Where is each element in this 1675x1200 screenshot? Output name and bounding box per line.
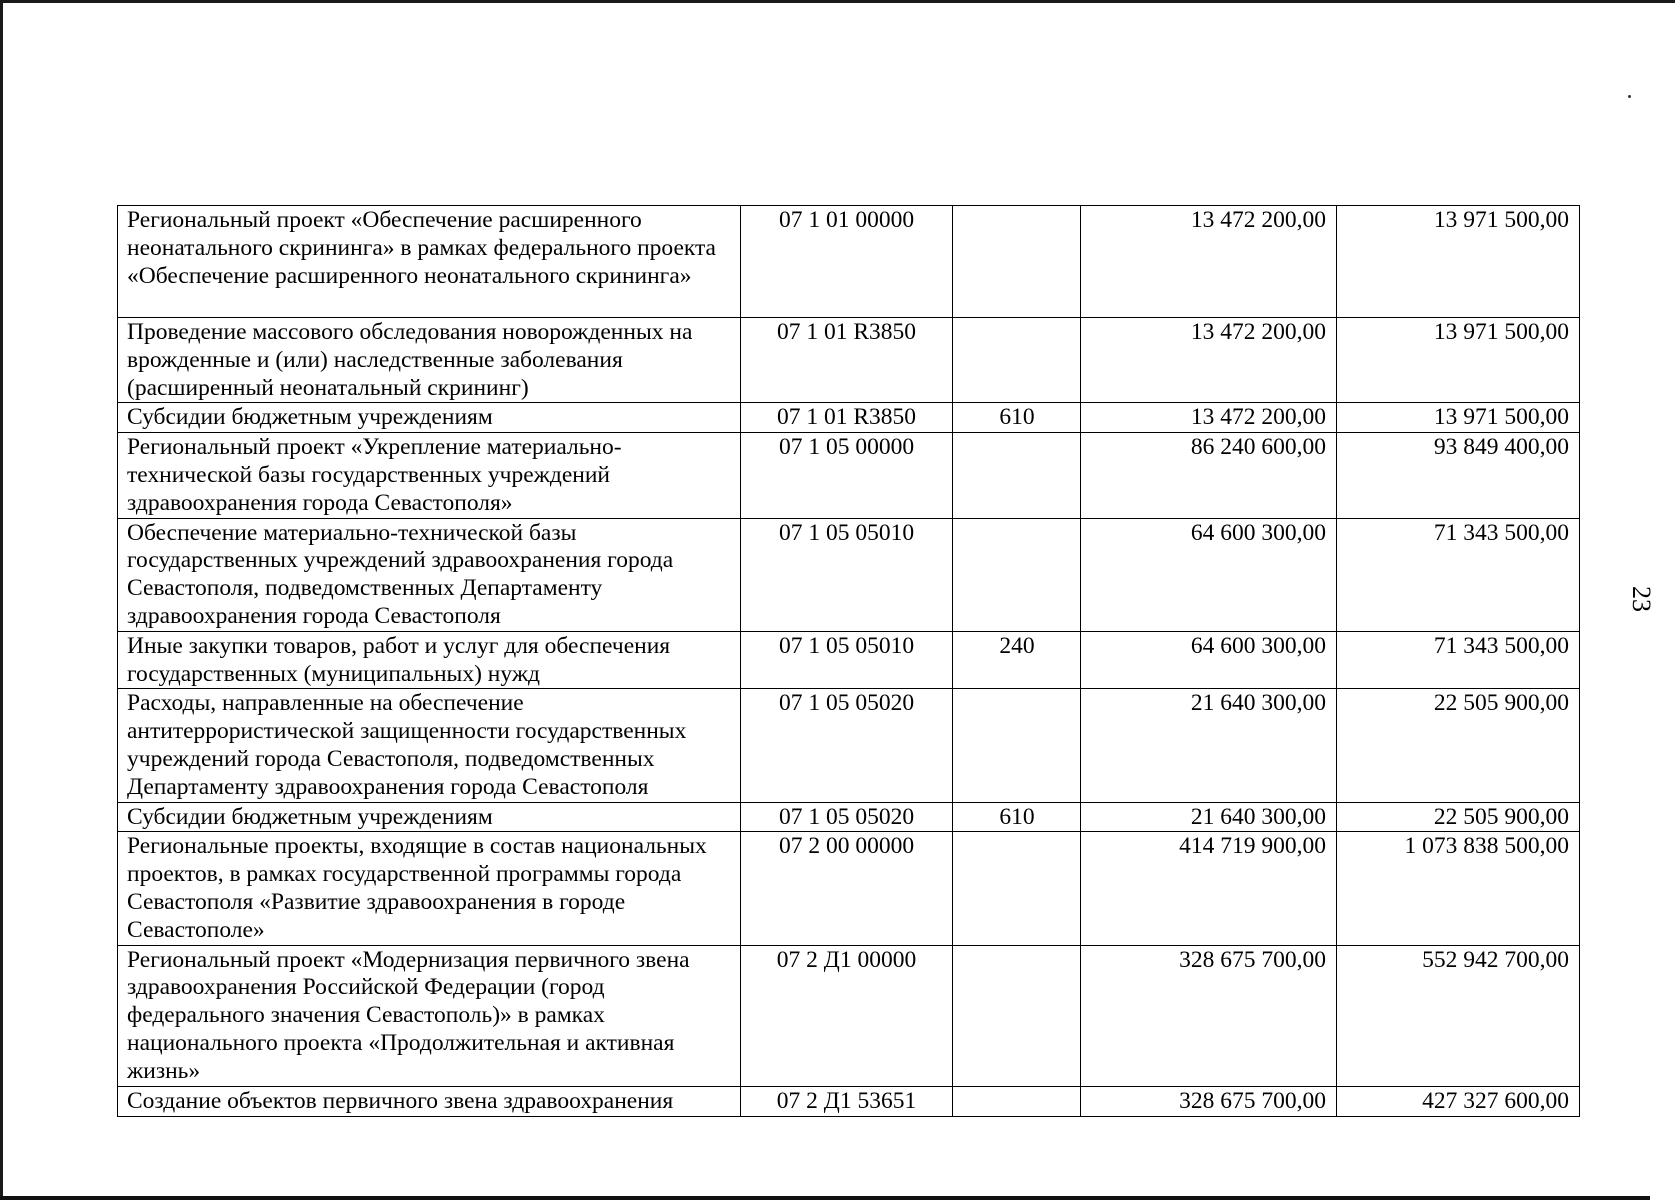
page-edge-left	[0, 0, 3, 1200]
table-row	[118, 206, 1580, 318]
row-expense-type	[953, 832, 1081, 945]
row-code: 07 1 05 05020	[741, 802, 953, 832]
row-name: Обеспечение материально-технической базы государственных учреждений здравоохранения города Севастополя, подведомственных Департаменту здравоохранения города Севастополя	[118, 518, 741, 631]
row-expense-type: 240	[953, 631, 1081, 689]
row-amount-year2: 13 971 500,00	[1337, 403, 1580, 433]
row-amount-year2: 1 073 838 500,00	[1337, 832, 1580, 945]
row-amount-year1: 64 600 300,00	[1081, 518, 1337, 631]
row-expense-type	[953, 689, 1081, 802]
row-code: 07 1 01 00000	[741, 206, 953, 318]
page-edge-top	[0, 0, 1675, 3]
row-amount-year1: 414 719 900,00	[1081, 832, 1337, 945]
row-name: Региональный проект «Укрепление материально-технической базы государственных учреждений здравоохранения города Севастополя»	[118, 433, 741, 518]
row-code: 07 1 05 05020	[741, 689, 953, 802]
row-name: Иные закупки товаров, работ и услуг для обеспечения государственных (муниципальных) нужд	[118, 631, 741, 689]
row-amount-year2: 93 849 400,00	[1337, 433, 1580, 518]
row-name: Региональный проект «Модернизация первичного звена здравоохранения Российской Федерации (город федерального значения Севастополь)» в рамках национального проекта «Продолжительная и активная жизнь»	[118, 945, 741, 1086]
row-expense-type: 610	[953, 403, 1081, 433]
table-row	[118, 318, 1580, 403]
table-row	[118, 945, 1580, 1086]
table-row	[118, 403, 1580, 433]
row-amount-year2: 22 505 900,00	[1337, 802, 1580, 832]
page-number: 23	[1627, 586, 1656, 612]
row-expense-type	[953, 206, 1081, 318]
row-amount-year1: 86 240 600,00	[1081, 433, 1337, 518]
scan-speck	[1628, 95, 1631, 98]
row-code: 07 1 05 00000	[741, 433, 953, 518]
row-expense-type	[953, 433, 1081, 518]
row-code: 07 1 05 05010	[741, 518, 953, 631]
row-code: 07 1 01 R3850	[741, 318, 953, 403]
row-amount-year2: 427 327 600,00	[1337, 1086, 1580, 1116]
row-amount-year1: 21 640 300,00	[1081, 689, 1337, 802]
row-amount-year2: 552 942 700,00	[1337, 945, 1580, 1086]
row-name: Субсидии бюджетным учреждениям	[118, 802, 741, 832]
row-amount-year1: 64 600 300,00	[1081, 631, 1337, 689]
row-amount-year1: 13 472 200,00	[1081, 403, 1337, 433]
table-row	[118, 518, 1580, 631]
table-row	[118, 631, 1580, 689]
row-expense-type	[953, 518, 1081, 631]
row-name: Региональный проект «Обеспечение расширенного неонатального скрининга» в рамках федерального проекта «Обеспечение расширенного неонатального скрининга»	[118, 206, 741, 318]
page-edge-bottom	[0, 1196, 1650, 1200]
table-row	[118, 832, 1580, 945]
row-name: Создание объектов первичного звена здравоохранения	[118, 1086, 741, 1116]
row-amount-year1: 328 675 700,00	[1081, 945, 1337, 1086]
row-name: Расходы, направленные на обеспечение антитеррористической защищенности государственных учреждений города Севастополя, подведомственных Департаменту здравоохранения города Севастополя	[118, 689, 741, 802]
row-expense-type	[953, 318, 1081, 403]
row-code: 07 2 Д1 53651	[741, 1086, 953, 1116]
row-code: 07 1 05 05010	[741, 631, 953, 689]
row-amount-year2: 13 971 500,00	[1337, 206, 1580, 318]
row-name: Субсидии бюджетным учреждениям	[118, 403, 741, 433]
table-row	[118, 1086, 1580, 1116]
row-amount-year2: 71 343 500,00	[1337, 518, 1580, 631]
row-amount-year2: 22 505 900,00	[1337, 689, 1580, 802]
row-amount-year1: 13 472 200,00	[1081, 206, 1337, 318]
row-expense-type	[953, 945, 1081, 1086]
row-name: Региональные проекты, входящие в состав национальных проектов, в рамках государственной программы города Севастополя «Развитие здравоохранения в городе Севастополе»	[118, 832, 741, 945]
row-code: 07 2 00 00000	[741, 832, 953, 945]
row-expense-type: 610	[953, 802, 1081, 832]
row-code: 07 1 01 R3850	[741, 403, 953, 433]
row-code: 07 2 Д1 00000	[741, 945, 953, 1086]
table-row	[118, 433, 1580, 518]
table-row	[118, 689, 1580, 802]
row-expense-type	[953, 1086, 1081, 1116]
row-amount-year1: 328 675 700,00	[1081, 1086, 1337, 1116]
row-amount-year2: 71 343 500,00	[1337, 631, 1580, 689]
row-amount-year2: 13 971 500,00	[1337, 318, 1580, 403]
row-name: Проведение массового обследования новорожденных на врожденные и (или) наследственные заболевания (расширенный неонатальный скрининг)	[118, 318, 741, 403]
row-amount-year1: 13 472 200,00	[1081, 318, 1337, 403]
row-amount-year1: 21 640 300,00	[1081, 802, 1337, 832]
table-row	[118, 802, 1580, 832]
budget-table	[117, 205, 1580, 1117]
